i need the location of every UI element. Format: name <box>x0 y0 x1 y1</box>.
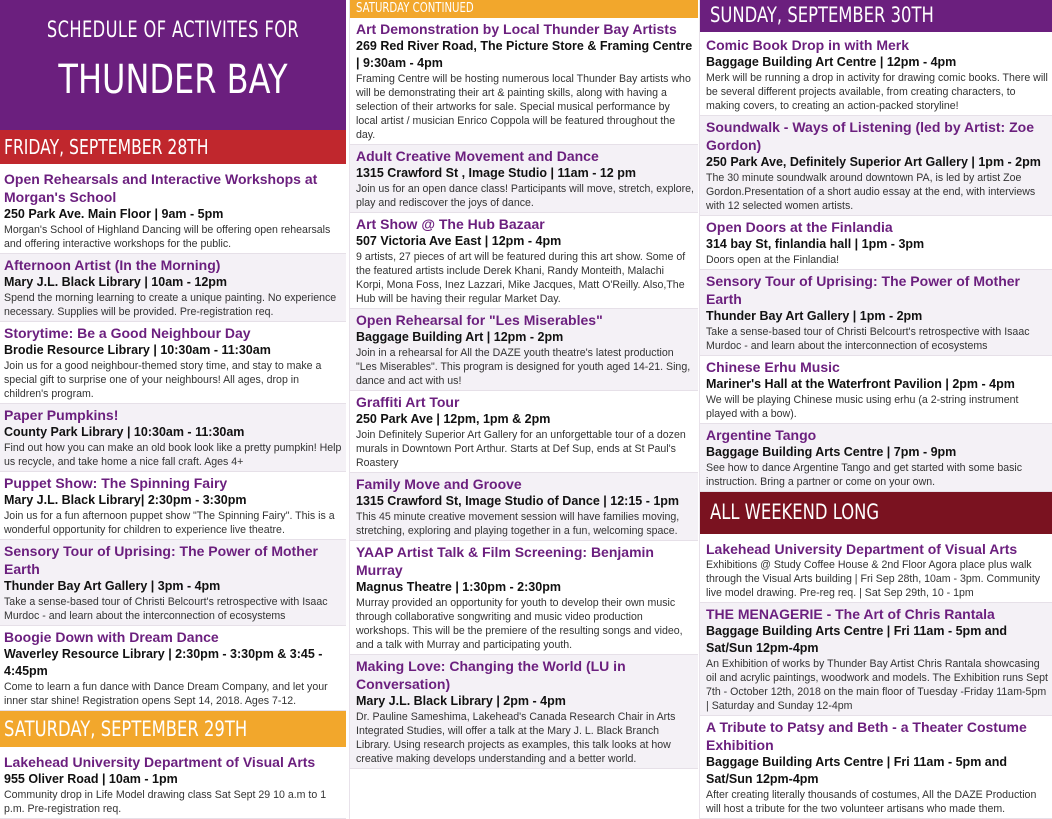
event-location: 269 Red River Road, The Picture Store & Framing Centre | 9:30am - 4pm <box>356 39 693 70</box>
event-description: See how to dance Argentine Tango and get started with some basic instruction. Bring a partner or come on your own. <box>706 462 1023 488</box>
event-description: Doors open at the Finlandia! <box>706 254 840 266</box>
event-title: Puppet Show: The Spinning Fairy <box>4 475 228 491</box>
event-location: Mary J.L. Black Library | 10am - 12pm <box>4 275 228 289</box>
event-item <box>700 216 1052 270</box>
event-location: Mariner's Hall at the Waterfront Pavilion | 2pm - 4pm <box>706 377 1015 391</box>
event-location: 1315 Crawford St, Image Studio of Dance | 12:15 - 1pm <box>356 494 680 508</box>
title-heading: THUNDER BAY <box>58 57 288 103</box>
event-location: Mary J.L. Black Library | 2pm - 4pm <box>356 694 566 708</box>
event-location: Magnus Theatre | 1:30pm - 2:30pm <box>356 580 561 594</box>
event-item <box>700 116 1052 216</box>
event-description: An Exhibition of works by Thunder Bay Artist Chris Rantala showcasing oil and acrylic paintings, woodwork and models. The Exhibition runs Sept 7th - October 12th, 2018 on the main floor of Tuesday -Friday 11am-5pm | Saturday and Sunday 12-4pm <box>706 658 1048 712</box>
event-title: Open Rehearsal for "Les Miserables" <box>356 312 603 328</box>
event-description: Morgan's School of Highland Dancing will be offering open rehearsals and offering interactive workshops for the public. <box>4 224 331 250</box>
event-description: Join in a rehearsal for All the DAZE youth theatre's latest production "Les Miserables". This program is designed for youth aged 14-21. Sing, dance and act with us! <box>356 347 691 387</box>
event-title: Making Love: Changing the World (LU in Conversation) <box>356 658 626 692</box>
sunday-heading: SUNDAY, SEPTEMBER 30TH <box>700 0 1052 32</box>
event-description: Merk will be running a drop in activity for drawing comic books. There will be several different projects available, from creating characters, to making covers, to creating an action-packed storyline! <box>706 72 1048 112</box>
event-description: Come to learn a fun dance with Dance Dream Company, and let your inner star shine! Registration opens Sept 14, 2018. Ages 7-12. <box>4 681 328 707</box>
event-title: THE MENAGERIE - The Art of Chris Rantala <box>706 606 995 622</box>
event-item <box>350 213 698 309</box>
event-item <box>700 32 1052 116</box>
event-description: Community drop in Life Model drawing class Sat Sept 29 10 a.m to 1 p.m. Pre-registration req. <box>4 789 327 815</box>
column-saturday-continued <box>349 0 698 819</box>
event-title: Art Show @ The Hub Bazaar <box>356 216 545 232</box>
event-item <box>350 391 698 473</box>
event-item <box>350 145 698 213</box>
event-location: Baggage Building Arts Centre | 7pm - 9pm <box>706 445 957 459</box>
event-item <box>350 655 698 769</box>
event-location: Mary J.L. Black Library| 2:30pm - 3:30pm <box>4 493 247 507</box>
event-description: Join Definitely Superior Art Gallery for an unforgettable tour of a dozen murals in Downtown Port Arthur. Starts at Def Sup, ends at St Paul's Roastery <box>356 429 686 469</box>
event-description: Take a sense-based tour of Christi Belcourt's retrospective with Isaac Murdoc - and learn about the interconnection of ecosystems <box>706 326 1030 352</box>
event-title: Open Doors at the Finlandia <box>706 219 893 235</box>
event-item <box>0 747 346 819</box>
event-title: Family Move and Groove <box>356 476 522 492</box>
event-item <box>0 254 346 322</box>
event-location: Baggage Building Art | 12pm - 2pm <box>356 330 564 344</box>
event-title: Boogie Down with Dream Dance <box>4 629 219 645</box>
friday-heading: FRIDAY, SEPTEMBER 28TH <box>0 130 346 164</box>
event-item <box>350 309 698 391</box>
event-title: Lakehead University Department of Visual Arts <box>706 541 1018 557</box>
event-description: After creating literally thousands of costumes, All the DAZE Production will host a tribute for the two volunteer artisans who made them. <box>706 789 1037 815</box>
column-friday <box>0 0 346 819</box>
event-title: Lakehead University Department of Visual Arts <box>4 754 316 770</box>
event-location: 250 Park Ave | 12pm, 1pm & 2pm <box>356 412 551 426</box>
event-description: We will be playing Chinese music using erhu (a 2-string instrument played with a bow). <box>706 394 1019 420</box>
event-title: Paper Pumpkins! <box>4 407 119 423</box>
event-item <box>350 18 698 145</box>
event-location: Baggage Building Art Centre | 12pm - 4pm <box>706 55 957 69</box>
event-location: 250 Park Ave, Definitely Superior Art Gallery | 1pm - 2pm <box>706 155 1041 169</box>
event-location: 955 Oliver Road | 10am - 1pm <box>4 772 178 786</box>
event-description: Dr. Pauline Sameshima, Lakehead's Canada Research Chair in Arts Integrated Studies, will offer a talk at the Mary J. L. Black Branch Library. Using research projects as examples, this talk looks at how creative making develops understanding and a better world. <box>356 711 676 765</box>
event-title: Comic Book Drop in with Merk <box>706 37 910 53</box>
title-block <box>0 0 346 130</box>
event-title: Sensory Tour of Uprising: The Power of Mother Earth <box>4 543 318 577</box>
event-title: Art Demonstration by Local Thunder Bay Artists <box>356 21 677 37</box>
event-description: Join us for an open dance class! Participants will move, stretch, explore, play and rediscover the joys of dance. <box>356 183 694 209</box>
saturday-heading: SATURDAY, SEPTEMBER 29TH <box>0 711 346 747</box>
event-title: Graffiti Art Tour <box>356 394 460 410</box>
event-item <box>0 404 346 472</box>
event-item <box>700 356 1052 424</box>
event-location: 250 Park Ave. Main Floor | 9am - 5pm <box>4 207 224 221</box>
event-location: Waverley Resource Library | 2:30pm - 3:30pm & 3:45 - 4:45pm <box>4 647 323 678</box>
event-location: Brodie Resource Library | 10:30am - 11:30am <box>4 343 271 357</box>
event-description: Take a sense-based tour of Christi Belcourt's retrospective with Isaac Murdoc - and learn about the interconnection of ecosystems <box>4 596 328 622</box>
event-title: Storytime: Be a Good Neighbour Day <box>4 325 251 341</box>
event-title: Argentine Tango <box>706 427 817 443</box>
event-location: Baggage Building Arts Centre | Fri 11am - 5pm and Sat/Sun 12pm-4pm <box>706 624 1008 655</box>
event-title: Soundwalk - Ways of Listening (led by Artist: Zoe Gordon) <box>706 119 1034 153</box>
event-title: Afternoon Artist (In the Morning) <box>4 257 221 273</box>
all-weekend-heading: ALL WEEKEND LONG <box>700 492 1052 534</box>
event-description: 9 artists, 27 pieces of art will be featured during this art show. Some of the featured artists include Derek Khani, Randy Monteith, Malachi Korpi, Mona Foss, Inez Lazzari, Mike Jacques, Matt O'Reilly. Also,The Hub will be having their regular Market Day. <box>356 251 686 305</box>
event-title: Adult Creative Movement and Dance <box>356 148 599 164</box>
event-description: Spend the morning learning to create a unique painting. No experience necessary. Supplies will be provided. Pre-registration req. <box>4 292 337 318</box>
event-location: 314 bay St, finlandia hall | 1pm - 3pm <box>706 237 925 251</box>
event-item <box>700 716 1052 819</box>
event-description: This 45 minute creative movement session will have families moving, stretching, exploring and playing together in a fun, welcoming space. <box>356 511 680 537</box>
title-subheading: SCHEDULE OF ACTIVITES FOR <box>46 18 300 43</box>
event-item <box>0 164 346 254</box>
event-title: Open Rehearsals and Interactive Workshops at Morgan's School <box>4 171 318 205</box>
event-item <box>700 424 1052 492</box>
event-item <box>0 540 346 626</box>
event-location: 1315 Crawford St , Image Studio | 11am - 12 pm <box>356 166 636 180</box>
event-item <box>0 626 346 711</box>
event-title: Chinese Erhu Music <box>706 359 840 375</box>
event-item <box>0 472 346 540</box>
event-location: Thunder Bay Art Gallery | 1pm - 2pm <box>706 309 923 323</box>
event-description: Join us for a good neighbour-themed story time, and stay to make a special gift to surprise one of your neighbours! All ages, drop in children's program. <box>4 360 322 400</box>
event-description: Murray provided an opportunity for youth to develop their own music through collaborative songwriting and music video production workshops. This will be the premiere of the resulting songs and video, and a talk with Murray and participating youth. <box>356 597 683 651</box>
event-description: The 30 minute soundwalk around downtown PA, is led by artist Zoe Gordon.Presentation of a short audio essay at the end, with interviews with 12 selected women artists. <box>706 172 1036 212</box>
event-title: Sensory Tour of Uprising: The Power of Mother Earth <box>706 273 1020 307</box>
event-item <box>700 270 1052 356</box>
event-location: Baggage Building Arts Centre | Fri 11am - 5pm and Sat/Sun 12pm-4pm <box>706 755 1008 786</box>
event-location: Thunder Bay Art Gallery | 3pm - 4pm <box>4 579 221 593</box>
event-item <box>700 534 1052 603</box>
event-item <box>0 322 346 404</box>
event-description: Exhibitions @ Study Coffee House & 2nd Floor Agora place plus walk through the Visual Arts building | Fri Sep 28th, 10am - 3pm. Community live model drawing. Pre-reg req. | Sat Sep 29th, 10 - 1pm <box>706 559 1041 599</box>
event-location: 507 Victoria Ave East | 12pm - 4pm <box>356 234 562 248</box>
column-sunday <box>699 0 1052 819</box>
event-item <box>350 541 698 655</box>
event-location: County Park Library | 10:30am - 11:30am <box>4 425 245 439</box>
event-item <box>700 603 1052 716</box>
saturday-continued-heading: SATURDAY CONTINUED <box>350 0 698 18</box>
event-description: Find out how you can make an old book look like a pretty pumpkin! Help us recycle, and take home a nice fall craft. Ages 4+ <box>4 442 342 468</box>
event-description: Framing Centre will be hosting numerous local Thunder Bay artists who will be demonstrating their art & painting skills, along with having a selection of their artworks for sale. Special musical performance by local artist / musician Enrico Coppola will be featured throughout the day. <box>356 73 691 141</box>
event-item <box>350 473 698 541</box>
event-title: A Tribute to Patsy and Beth - a Theater Costume Exhibition <box>706 719 1027 753</box>
event-description: Join us for a fun afternoon puppet show "The Spinning Fairy". This is a wonderful opportunity for children to experience live theatre. <box>4 510 335 536</box>
event-title: YAAP Artist Talk & Film Screening: Benjamin Murray <box>356 544 654 578</box>
